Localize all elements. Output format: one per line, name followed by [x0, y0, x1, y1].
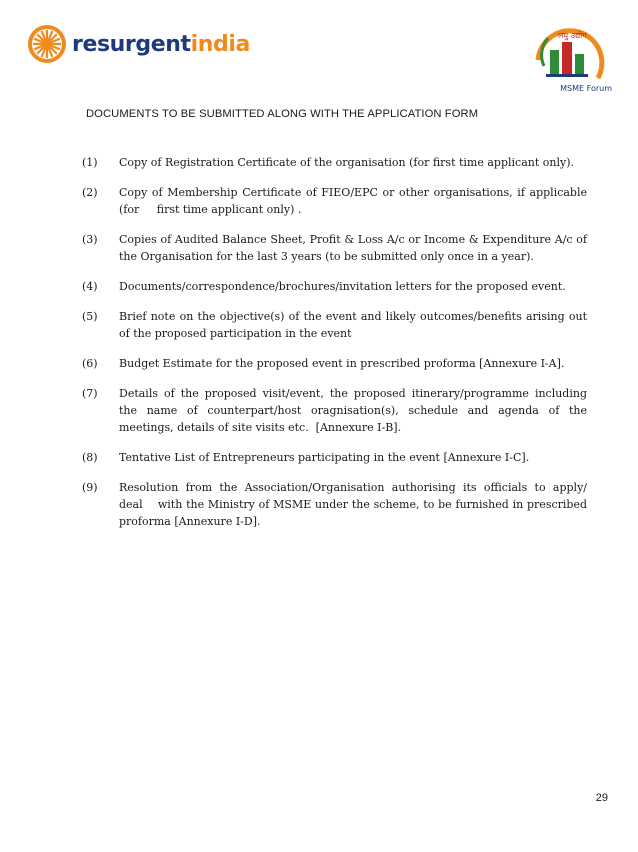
page-number: 29 [595, 792, 608, 804]
item-number: (8) [82, 451, 98, 464]
list-item [82, 355, 587, 372]
item-number: (7) [82, 387, 98, 400]
list-item [82, 184, 587, 218]
item-text: Copies of Audited Balance Sheet, Profit & Loss A/c or Income & Expenditure A/c of the Organisation for the last 3 years (to be submitted only once in a year). [119, 233, 587, 263]
page-heading: DOCUMENTS TO BE SUBMITTED ALONG WITH THE APPLICATION FORM [86, 108, 479, 120]
item-number: (6) [82, 357, 98, 370]
list-item [82, 385, 587, 436]
msme-forum-logo [528, 16, 614, 100]
list-item [82, 449, 587, 466]
list-item [82, 154, 587, 171]
item-number: (3) [82, 233, 98, 246]
item-text: Copy of Registration Certificate of the organisation (for first time applicant only). [119, 156, 574, 169]
item-text: Details of the proposed visit/event, the proposed itinerary/programme including the name of counterpart/host oragnisation(s), schedule and agenda of the meetings, details of site visits etc. [Annexure I-B]. [119, 387, 587, 434]
item-text: Resolution from the Association/Organisation authorising its officials to apply/ deal with the Ministry of MSME under the scheme, to be furnished in prescribed proforma [Annexure I-D]. [119, 481, 587, 528]
brand-name-part2: india [190, 31, 250, 57]
resurgent-india-logo [26, 22, 250, 66]
item-text: Tentative List of Entrepreneurs participating in the event [Annexure I-C]. [119, 451, 530, 464]
forum-label: MSME Forum [560, 84, 612, 93]
item-number: (1) [82, 156, 98, 169]
list-item [82, 278, 587, 295]
documents-list [82, 154, 587, 543]
forum-hindi-text: लघु उद्योग [558, 31, 587, 40]
item-number: (5) [82, 310, 98, 323]
item-number: (2) [82, 186, 98, 199]
item-text: Budget Estimate for the proposed event in prescribed proforma [Annexure I-A]. [119, 357, 565, 370]
item-text: Brief note on the objective(s) of the event and likely outcomes/benefits arising out of the proposed participation in the event [119, 310, 587, 340]
sun-wheel-logo-icon [26, 23, 68, 65]
brand-name [72, 32, 250, 57]
item-number: (4) [82, 280, 98, 293]
item-text: Copy of Membership Certificate of FIEO/EPC or other organisations, if applicable (for first time applicant only) . [119, 186, 587, 216]
list-item [82, 308, 587, 342]
list-item [82, 479, 587, 530]
list-item [82, 231, 587, 265]
item-number: (9) [82, 481, 98, 494]
brand-name-part1: resurgent [72, 31, 191, 57]
item-text: Documents/correspondence/brochures/invitation letters for the proposed event. [119, 280, 566, 293]
